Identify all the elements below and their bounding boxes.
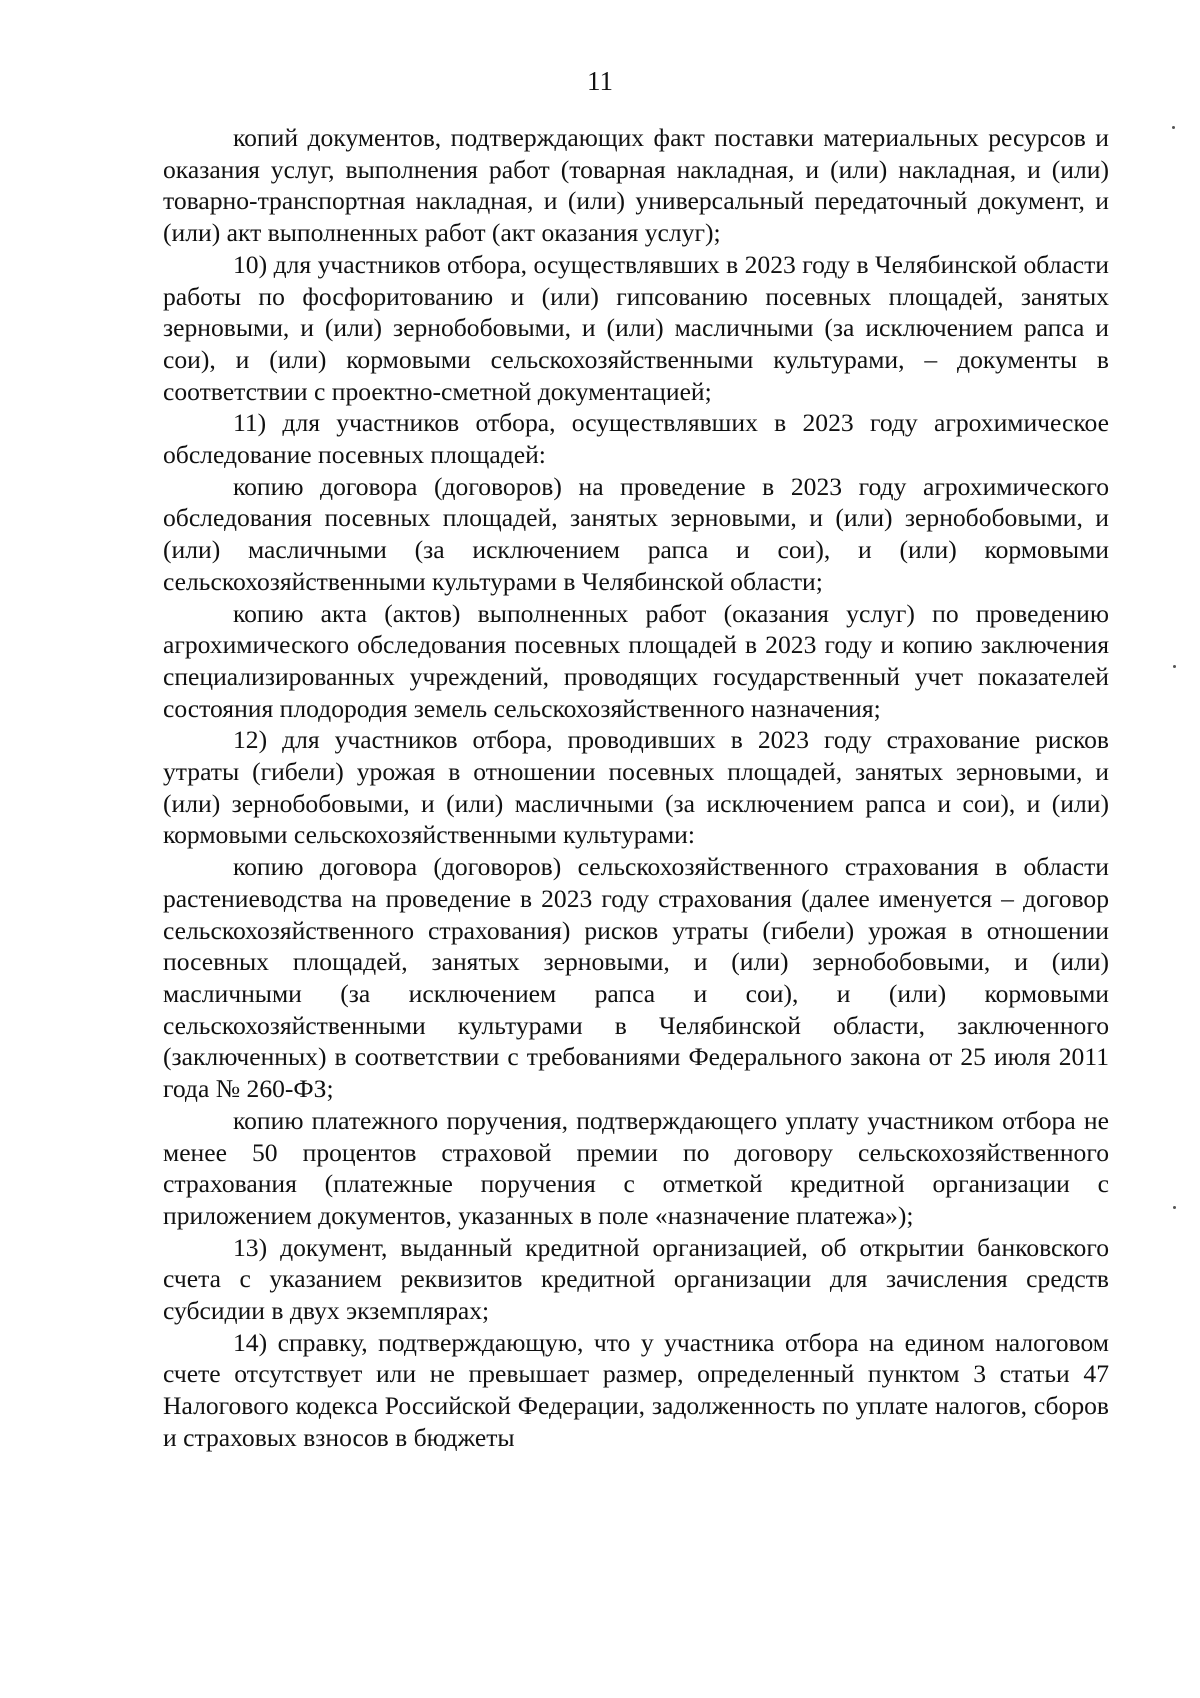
document-body bbox=[163, 122, 1109, 1454]
paragraph-insurance-contract-copy: копию договора (договоров) сельскохозяйственного страхования в области растениеводства на проведение в 2023 году страхования (далее именуется – договор сельскохозяйственного страхования) рисков утраты (гибели) урожая в отношении посевных площадей, занятых зерновыми, и (или) зернобобовыми, и (или) масличными (за исключением рапса и сои), и (или) кормовыми сельскохозяйственными культурами в Челябинской области, заключенного (заключенных) в соответствии с требованиями Федерального закона от 25 июля 2011 года № 260-ФЗ; bbox=[163, 852, 1109, 1104]
paragraph-copies-of-supply-documents: копий документов, подтверждающих факт поставки материальных ресурсов и оказания услуг, выполнения работ (товарная накладная, и (или) накладная, и (или) товарно-транспортная накладная, и (или) универсальный передаточный документ, и (или) акт выполненных работ (акт оказания услуг); bbox=[163, 123, 1109, 248]
paragraph-item-14: 14) справку, подтверждающую, что у участника отбора на едином налоговом счете отсутствует или не превышает размер, определенный пунктом 3 статьи 47 Налогового кодекса Российской Федерации, задолженность по уплате налогов, сборов и страховых взносов в бюджеты bbox=[163, 1327, 1109, 1452]
paragraph-item-12: 12) для участников отбора, проводивших в 2023 году страхование рисков утраты (гибели) урожая в отношении посевных площадей, занятых зерновыми, и (или) зернобобовыми, и (или) масличными (за исключением рапса и сои), и (или) кормовыми сельскохозяйственными культурами: bbox=[163, 725, 1109, 850]
paragraph-agrochemical-act-copy: копию акта (актов) выполненных работ (оказания услуг) по проведению агрохимического обследования посевных площадей в 2023 году и копию заключения специализированных учреждений, проводящих государственный учет показателей состояния плодородия земель сельскохозяйственного назначения; bbox=[163, 598, 1109, 723]
scan-speck bbox=[1172, 126, 1175, 129]
paragraph-item-13: 13) документ, выданный кредитной организацией, об открытии банковского счета с указанием реквизитов кредитной организации для зачисления средств субсидии в двух экземплярах; bbox=[163, 1232, 1109, 1326]
paragraph-agrochemical-contract-copy: копию договора (договоров) на проведение в 2023 году агрохимического обследования посевных площадей, занятых зерновыми, и (или) зернобобовыми, и (или) масличными (за исключением рапса и сои), и (или) кормовыми сельскохозяйственными культурами в Челябинской области; bbox=[163, 471, 1109, 596]
page-number: 11 bbox=[587, 66, 613, 96]
scan-speck bbox=[1173, 665, 1176, 668]
paragraph-item-10: 10) для участников отбора, осуществлявших в 2023 году в Челябинской области работы по фосфоритованию и (или) гипсованию посевных площадей, занятых зерновыми, и (или) зернобобовыми, и (или) масличными (за исключением рапса и сои), и (или) кормовыми сельскохозяйственными культурами, – документы в соответствии с проектно-сметной документацией; bbox=[163, 249, 1109, 406]
paragraph-item-11: 11) для участников отбора, осуществлявших в 2023 году агрохимическое обследование посевных площадей: bbox=[163, 408, 1109, 470]
scan-speck bbox=[1173, 1206, 1176, 1209]
paragraph-payment-order-copy: копию платежного поручения, подтверждающего уплату участником отбора не менее 50 процентов страховой премии по договору сельскохозяйственного страхования (платежные поручения с отметкой кредитной организации с приложением документов, указанных в поле «назначение платежа»); bbox=[163, 1105, 1109, 1230]
